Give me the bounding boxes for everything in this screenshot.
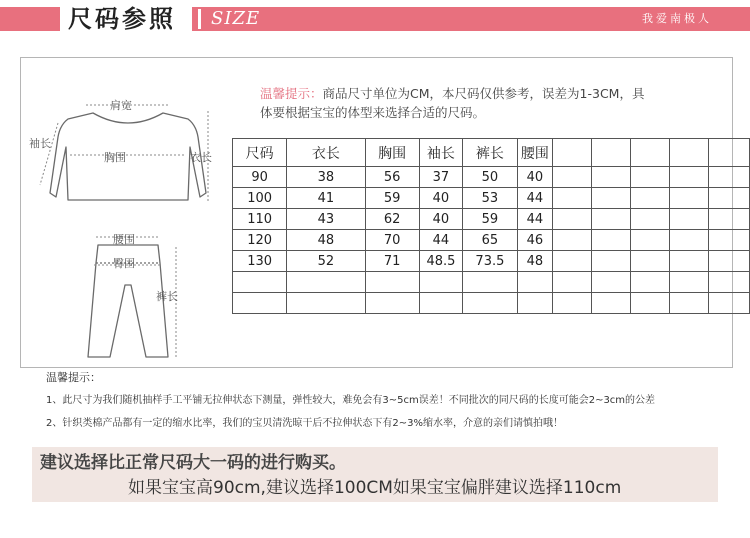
page-header xyxy=(0,0,750,38)
tips-title: 温馨提示： xyxy=(46,371,101,384)
table-cell: 44 xyxy=(517,209,553,230)
label-shoulder: 肩宽 xyxy=(110,99,132,112)
table-cell xyxy=(670,251,709,272)
table-cell: 59 xyxy=(463,209,517,230)
table-cell: 50 xyxy=(463,167,517,188)
table-cell: 44 xyxy=(419,230,463,251)
table-cell xyxy=(670,209,709,230)
table-header-cell xyxy=(670,139,709,167)
table-cell xyxy=(631,230,670,251)
size-table xyxy=(232,138,750,314)
table-cell xyxy=(670,272,709,293)
table-cell: 53 xyxy=(463,188,517,209)
table-cell xyxy=(365,293,419,314)
table-cell xyxy=(708,272,749,293)
garment-diagram xyxy=(28,85,228,360)
table-cell xyxy=(287,293,365,314)
table-cell: 40 xyxy=(517,167,553,188)
table-cell xyxy=(463,272,517,293)
table-cell: 73.5 xyxy=(463,251,517,272)
table-cell xyxy=(592,209,631,230)
table-cell xyxy=(592,293,631,314)
table-cell xyxy=(553,251,592,272)
table-cell xyxy=(631,209,670,230)
table-header-cell xyxy=(631,139,670,167)
table-header-cell xyxy=(553,139,592,167)
table-cell xyxy=(708,293,749,314)
table-cell: 71 xyxy=(365,251,419,272)
table-cell xyxy=(287,272,365,293)
table-cell: 44 xyxy=(517,188,553,209)
table-cell: 52 xyxy=(287,251,365,272)
recommendation-line-2: 如果宝宝高90cm,建议选择100CM如果宝宝偏胖建议选择110cm xyxy=(128,478,622,498)
table-cell xyxy=(233,293,287,314)
table-cell: 43 xyxy=(287,209,365,230)
shirt-outline xyxy=(50,113,206,200)
table-cell xyxy=(592,230,631,251)
page-title: 尺码参照 xyxy=(68,5,176,33)
table-header-cell: 胸围 xyxy=(365,139,419,167)
table-cell: 40 xyxy=(419,209,463,230)
table-row xyxy=(233,251,750,272)
table-row xyxy=(233,167,750,188)
label-chest: 胸围 xyxy=(104,151,126,164)
table-cell: 130 xyxy=(233,251,287,272)
table-row xyxy=(233,230,750,251)
table-cell: 40 xyxy=(419,188,463,209)
table-cell: 46 xyxy=(517,230,553,251)
table-cell: 100 xyxy=(233,188,287,209)
table-cell xyxy=(553,230,592,251)
notice-label: 温馨提示： xyxy=(260,86,323,101)
label-waist: 腰围 xyxy=(113,233,135,246)
table-cell xyxy=(517,272,553,293)
table-cell xyxy=(592,167,631,188)
label-pants-length: 裤长 xyxy=(156,290,178,303)
label-garment-length: 衣长 xyxy=(190,151,212,164)
table-cell xyxy=(708,188,749,209)
table-header-cell xyxy=(592,139,631,167)
table-row xyxy=(233,209,750,230)
table-cell: 56 xyxy=(365,167,419,188)
table-cell xyxy=(631,167,670,188)
table-cell: 62 xyxy=(365,209,419,230)
table-cell: 48 xyxy=(517,251,553,272)
table-cell xyxy=(553,209,592,230)
notice-line2: 体要根据宝宝的体型来选择合适的尺码。 xyxy=(260,105,486,120)
table-header-cell: 腰围 xyxy=(517,139,553,167)
table-header-row xyxy=(233,139,750,167)
table-cell xyxy=(631,188,670,209)
table-header-cell: 尺码 xyxy=(233,139,287,167)
table-cell: 41 xyxy=(287,188,365,209)
tip-item-1: 1、此尺寸为我们随机抽样手工平铺无拉伸状态下测量，弹性较大，难免会有3~5cm误差！不同批次的同尺码的长度可能会2~3cm的公差 xyxy=(46,395,656,406)
notice-line1: 商品尺寸单位为CM，本尺码仅供参考，误差为1-3CM，具 xyxy=(322,86,645,101)
table-cell: 90 xyxy=(233,167,287,188)
table-cell: 70 xyxy=(365,230,419,251)
table-cell: 65 xyxy=(463,230,517,251)
table-cell: 110 xyxy=(233,209,287,230)
table-cell xyxy=(553,272,592,293)
table-cell: 38 xyxy=(287,167,365,188)
table-cell xyxy=(553,167,592,188)
table-cell xyxy=(631,293,670,314)
table-header-cell: 裤长 xyxy=(463,139,517,167)
table-cell xyxy=(670,188,709,209)
table-cell xyxy=(708,167,749,188)
table-cell xyxy=(365,272,419,293)
table-cell xyxy=(631,272,670,293)
table-cell: 48 xyxy=(287,230,365,251)
table-header-cell: 袖长 xyxy=(419,139,463,167)
size-tag: SIZE xyxy=(198,9,270,29)
table-cell xyxy=(708,230,749,251)
table-cell: 48.5 xyxy=(419,251,463,272)
table-cell xyxy=(592,251,631,272)
table-cell: 59 xyxy=(365,188,419,209)
table-cell xyxy=(517,293,553,314)
garment-outline-illustration xyxy=(28,85,228,360)
table-cell xyxy=(419,272,463,293)
table-cell xyxy=(708,209,749,230)
table-cell xyxy=(463,293,517,314)
brand-name: 我爱南极人 xyxy=(642,12,712,25)
table-row xyxy=(233,188,750,209)
table-row xyxy=(233,272,750,293)
table-cell xyxy=(553,188,592,209)
recommendation-line-1: 建议选择比正常尺码大一码的进行购买。 xyxy=(40,453,346,473)
table-cell xyxy=(592,272,631,293)
table-cell xyxy=(670,293,709,314)
table-cell xyxy=(631,251,670,272)
table-cell xyxy=(670,167,709,188)
table-cell: 37 xyxy=(419,167,463,188)
table-row xyxy=(233,293,750,314)
label-hip: 臀围 xyxy=(113,257,135,270)
tip-item-2: 2、针织类棉产品都有一定的缩水比率，我们的宝贝清洗晾干后不拉伸状态下有2~3%缩水率，介意的亲们请慎拍哦！ xyxy=(46,418,563,429)
table-cell: 120 xyxy=(233,230,287,251)
table-cell xyxy=(592,188,631,209)
table-cell xyxy=(670,230,709,251)
table-header-cell: 衣长 xyxy=(287,139,365,167)
table-cell xyxy=(233,272,287,293)
label-sleeve: 袖长 xyxy=(29,137,51,150)
table-cell xyxy=(708,251,749,272)
table-cell xyxy=(553,293,592,314)
table-header-cell xyxy=(708,139,749,167)
size-notice xyxy=(260,84,700,122)
table-cell xyxy=(419,293,463,314)
